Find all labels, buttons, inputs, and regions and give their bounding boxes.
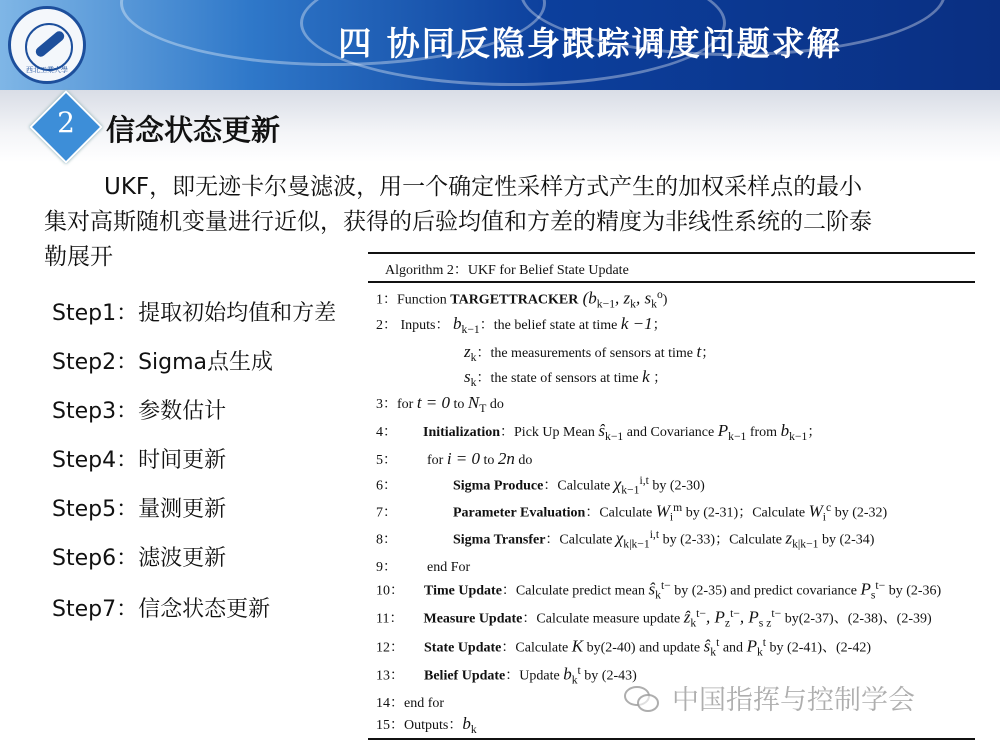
- intro-line-2: 集对高斯随机变量进行近似，获得的后验均值和方差的精度为非线性系统的二阶泰: [44, 209, 872, 235]
- algo-line-9: 7： Parameter Evaluation：Calculate $W_i^m$ by (2-31)；Calculate $W_i^c$ by (2-32): [376, 501, 888, 524]
- algo-line-6: 4： Initialization：Pick Up Mean $ŝ_{k-1}$ and Covariance $P_{k-1}$ from $b_{k-1}$；: [376, 421, 822, 443]
- algo-line-4: $s_k$：the state of sensors at time k ；: [464, 367, 668, 389]
- step-item: Step1：提取初始均值和方差: [52, 301, 337, 326]
- algo-line-13: 11： Measure Update：Calculate measure update ẑ$_k^{t-}$, $P_z^{t-}$, $P_{s z}^{t-}$ by(2-37)、(2-38)、(2-39): [376, 607, 932, 630]
- page-title: 四 协同反隐身跟踪调度问题求解: [338, 24, 842, 63]
- step-item: Step3：参数估计: [52, 399, 227, 424]
- logo-text: 西北工業大學: [26, 66, 68, 74]
- university-logo: [8, 6, 86, 84]
- rule-bottom: [368, 738, 975, 740]
- watermark-text: 中国指挥与控制学会: [672, 685, 915, 716]
- step-item: Step4：时间更新: [52, 448, 227, 473]
- section-title: 信念状态更新: [106, 113, 281, 147]
- algo-line-10: 8： Sigma Transfer：Calculate $\chi_{k|k-1}^{i,t}$ by (2-33)；Calculate $z_{k|k-1}$ by (2-34): [376, 528, 875, 551]
- algo-line-1: 1：Function TARGETTRACKER ($b_{k-1}$, $z_k$, $s_k^o$): [376, 288, 668, 311]
- step-item: Step6：滤波更新: [52, 546, 227, 571]
- header-banner: [0, 0, 1000, 90]
- intro-line-3: 勒展开: [44, 244, 113, 270]
- rule-mid: [368, 281, 975, 283]
- algo-line-11: 9： end For: [376, 560, 471, 575]
- algo-line-3: $z_k$：the measurements of sensors at time t；: [464, 342, 716, 364]
- algo-line-15: 13： Belief Update：Update $b_k^t$ by (2-43): [376, 664, 637, 687]
- algo-line-5: 3：for t = 0 to $N_T$ do: [376, 393, 504, 415]
- step-item: Step7：信念状态更新: [52, 597, 271, 622]
- algo-line-14: 12： State Update：Calculate K by(2-40) and update $ŝ_k^t$ and $P_k^t$ by (2-41)、(2-42): [376, 636, 872, 659]
- step-item: Step5：量测更新: [52, 497, 227, 522]
- intro-line-1: UKF，即无迹卡尔曼滤波，用一个确定性采样方式产生的加权采样点的最小: [104, 174, 863, 200]
- algo-line-12: 10： Time Update：Calculate predict mean $ŝ_k^{t-}$ by (2-35) and predict covariance $P_s^{t-}$ by (2-36): [376, 579, 942, 602]
- algo-line-2: 2： Inputs： $b_{k-1}$：the belief state at time k −1；: [376, 314, 667, 336]
- algo-line-17: 15：Outputs：$b_k$: [376, 714, 477, 736]
- rule-top: [368, 252, 975, 254]
- wechat-icon: [622, 684, 662, 714]
- section-number: 2: [57, 106, 75, 139]
- algorithm-header: Algorithm 2：UKF for Belief State Update: [385, 263, 629, 278]
- step-item: Step2：Sigma点生成: [52, 350, 274, 375]
- algorithm-box: [368, 252, 975, 740]
- algo-line-7: 5： for i = 0 to 2n do: [376, 449, 533, 468]
- algo-line-16: 14：end for: [376, 696, 445, 711]
- algo-line-8: 6： Sigma Produce：Calculate $\chi_{k-1}^{i,t}$ by (2-30): [376, 474, 705, 497]
